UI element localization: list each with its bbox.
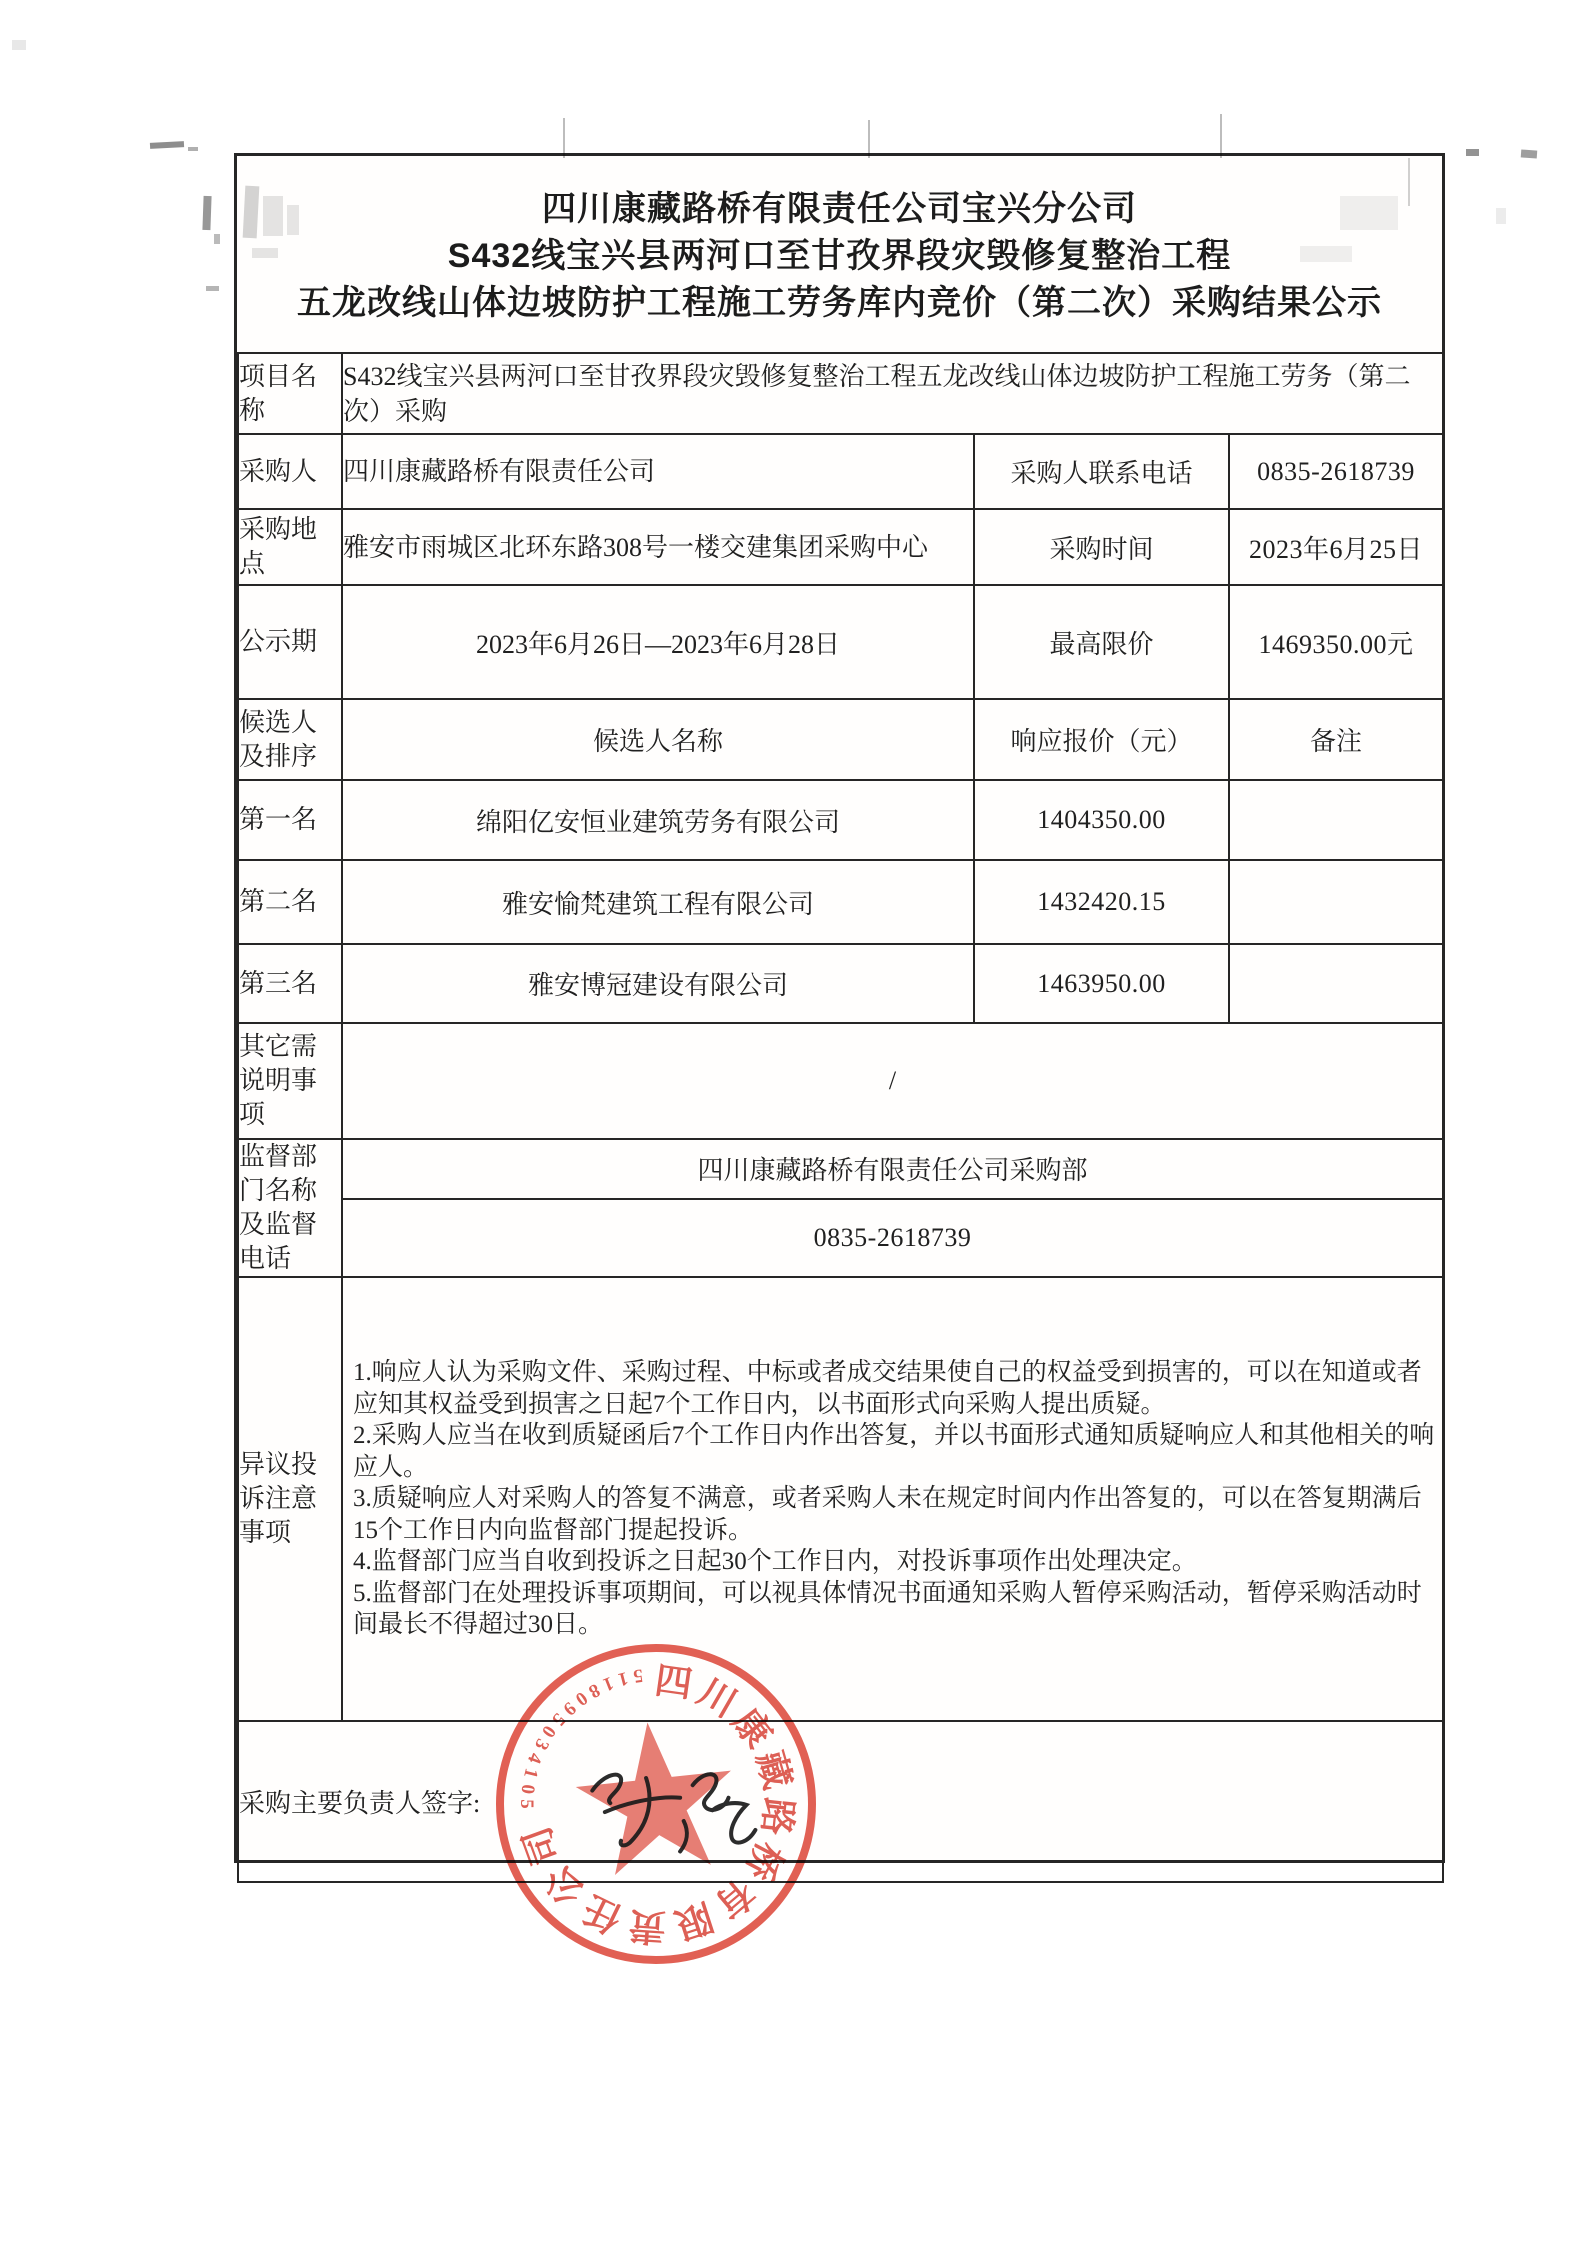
- seal-code: 5 1 1 8 0 9 5 0 3 4 1 0 5: [516, 1664, 645, 1809]
- notice-item-1: 1.响应人认为采购文件、采购过程、中标或者成交结果使自己的权益受到损害的，可以在知道或者应知其权益受到损害之日起7个工作日内，以书面形式向采购人提出质疑。: [353, 1359, 1422, 1418]
- candidate-2-remark: [1229, 860, 1443, 944]
- table-row: [238, 585, 1443, 699]
- candidate-1-remark: [1229, 780, 1443, 860]
- table-row: [238, 434, 1443, 509]
- scan-artifact: [868, 120, 870, 158]
- publicity-period-label-cell: [238, 585, 342, 699]
- supervision-phone: 0835-2618739: [342, 1199, 1443, 1277]
- document-frame: [234, 153, 1445, 1863]
- purchaser-label-cell: [238, 434, 342, 509]
- scan-artifact: [1466, 149, 1479, 156]
- scan-artifact: [1496, 208, 1506, 224]
- candidate-price-header: 响应报价（元）: [974, 699, 1229, 780]
- rank-1-label: 第一名: [239, 805, 318, 834]
- scan-artifact: [243, 186, 260, 239]
- table-row: [238, 1721, 1443, 1882]
- other-label-cell: [238, 1023, 342, 1139]
- table-row: [238, 944, 1443, 1023]
- publicity-period-value: 2023年6月26日—2023年6月28日: [342, 585, 974, 699]
- procurement-result-table: [237, 352, 1444, 1883]
- other-value: /: [342, 1023, 1443, 1139]
- table-row: [238, 780, 1443, 860]
- document-title-block: [237, 156, 1442, 352]
- scan-artifact: [1521, 149, 1538, 158]
- rank-1-cell: [238, 780, 342, 860]
- candidate-2-price: 1432420.15: [974, 860, 1229, 944]
- supervision-label-cell: [238, 1139, 342, 1277]
- location-label-cell: [238, 509, 342, 585]
- scan-artifact: [1340, 196, 1398, 230]
- table-row: [238, 1139, 1443, 1199]
- candidate-3-remark: [1229, 944, 1443, 1023]
- scan-artifact: [150, 141, 184, 149]
- scan-artifact: [287, 205, 299, 235]
- supervision-label: 监督部门名称及监督电话: [239, 1142, 318, 1273]
- purchase-time-label: 采购时间: [974, 509, 1229, 585]
- rank-label: 候选人及排序: [239, 707, 318, 771]
- project-name-value: S432线宝兴县两河口至甘孜界段灾毁修复整治工程五龙改线山体边坡防护工程施工劳务（第二次）采购: [342, 353, 1443, 434]
- purchaser-value: 四川康藏路桥有限责任公司: [342, 434, 974, 509]
- location-label: 采购地点: [239, 515, 318, 578]
- notice-label-cell: [238, 1277, 342, 1721]
- max-price-label: 最高限价: [974, 585, 1229, 699]
- purchaser-label: 采购人: [239, 456, 318, 486]
- candidate-3-name: 雅安博冠建设有限公司: [342, 944, 974, 1023]
- notice-item-2: 2.采购人应当在收到质疑函后7个工作日内作出答复，并以书面形式通知质疑响应人和其他相关的响应人。: [353, 1422, 1435, 1481]
- supervision-department: 四川康藏路桥有限责任公司采购部: [342, 1139, 1443, 1199]
- scan-artifact: [563, 118, 565, 158]
- candidate-name-header: 候选人名称: [342, 699, 974, 780]
- purchaser-phone-value: 0835-2618739: [1229, 434, 1443, 509]
- candidate-remark-header: 备注: [1229, 699, 1443, 780]
- rank-2-label: 第二名: [239, 887, 318, 916]
- title-company-line: 四川康藏路桥有限责任公司宝兴分公司: [542, 190, 1137, 228]
- scan-artifact: [206, 286, 219, 291]
- scan-artifact: [12, 40, 26, 50]
- table-row: [238, 860, 1443, 944]
- seal-company-name: 四 川 康 藏 路 桥 有 限 责 任 公 司: [516, 1660, 800, 1947]
- notice-item-3: 3.质疑响应人对采购人的答复不满意，或者采购人未在规定时间内作出答复的，可以在答复期满后15个工作日内向监督部门提起投诉。: [353, 1485, 1422, 1544]
- handwritten-signature: [578, 1744, 793, 1864]
- candidate-1-price: 1404350.00: [974, 780, 1229, 860]
- rank-2-cell: [238, 860, 342, 944]
- table-row: [238, 1277, 1443, 1721]
- scan-artifact: [202, 196, 211, 230]
- location-value: 雅安市雨城区北环东路308号一楼交建集团采购中心: [342, 509, 974, 585]
- notice-items: [343, 1357, 1442, 1641]
- table-row: [238, 509, 1443, 585]
- table-row: [238, 1023, 1443, 1139]
- scan-artifact: [1220, 114, 1222, 158]
- title-announcement-line: 五龙改线山体边坡防护工程施工劳务库内竞价（第二次）采购结果公示: [297, 284, 1382, 322]
- notice-item-5: 5.监督部门在处理投诉事项期间，可以视具体情况书面通知采购人暂停采购活动，暂停采购活动时间最长不得超过30日。: [353, 1579, 1422, 1639]
- purchaser-phone-label: 采购人联系电话: [974, 434, 1229, 509]
- scan-artifact: [214, 234, 220, 244]
- title-project-line: S432线宝兴县两河口至甘孜界段灾毁修复整治工程: [447, 237, 1232, 275]
- table-row: [238, 1199, 1443, 1277]
- scan-artifact: [263, 196, 283, 236]
- purchase-time-value: 2023年6月25日: [1229, 509, 1443, 585]
- candidate-3-price: 1463950.00: [974, 944, 1229, 1023]
- scan-artifact: [1408, 158, 1410, 206]
- notice-item-4: 4.监督部门应当自收到投诉之日起30个工作日内，对投诉事项作出处理决定。: [353, 1548, 1197, 1576]
- candidate-2-name: 雅安愉梵建筑工程有限公司: [342, 860, 974, 944]
- candidate-1-name: 绵阳亿安恒业建筑劳务有限公司: [342, 780, 974, 860]
- publicity-period-label: 公示期: [239, 627, 318, 656]
- rank-label-cell: [238, 699, 342, 780]
- max-price-value: 1469350.00元: [1229, 585, 1443, 699]
- signature-label: 采购主要负责人签字:: [239, 1789, 481, 1818]
- table-row: [238, 699, 1443, 780]
- table-row: [238, 353, 1443, 434]
- scan-artifact: [188, 147, 198, 151]
- other-label: 其它需说明事项: [239, 1032, 318, 1129]
- signature-cell: [238, 1721, 1443, 1882]
- project-name-label: 项目名称: [239, 361, 318, 425]
- scan-artifact: [1300, 246, 1352, 262]
- project-name-label-cell: [238, 353, 342, 434]
- rank-3-label: 第三名: [239, 968, 318, 998]
- notice-label: 异议投诉注意事项: [239, 1450, 318, 1547]
- rank-3-cell: [238, 944, 342, 1023]
- scan-artifact: [252, 248, 278, 258]
